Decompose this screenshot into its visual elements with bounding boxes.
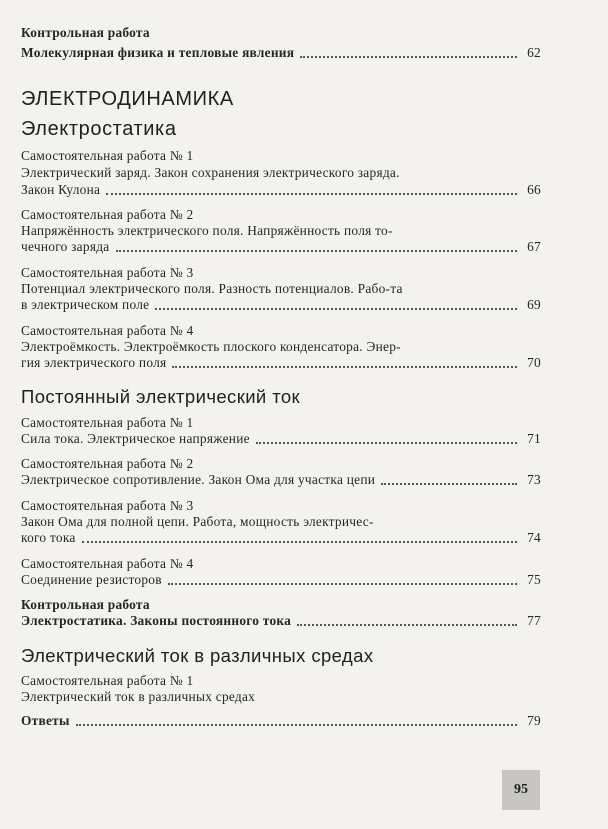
- toc-entry-title: Соединение резисторов: [21, 572, 162, 587]
- toc-entry-answers[interactable]: [21, 713, 541, 729]
- toc-entry-electrostatics-3[interactable]: [21, 297, 541, 313]
- control-work-label: Контрольная работа: [21, 25, 150, 40]
- section-title-electrostatics: Электростатика: [21, 118, 177, 140]
- toc-entry-dc-1[interactable]: [21, 431, 541, 447]
- toc-page-number: 71: [527, 431, 541, 446]
- section-title-media-current: Электрический ток в различных средах: [21, 645, 374, 666]
- toc-entry-dc-4[interactable]: [21, 572, 541, 588]
- toc-entry-title: гия электрического поля: [21, 355, 167, 370]
- toc-entry-title: Сила тока. Электрическое напряжение: [21, 431, 250, 446]
- toc-entry-title: Ответы: [21, 713, 70, 728]
- work-label: Самостоятельная работа № 2: [21, 456, 194, 471]
- toc-entry-electrostatics-1[interactable]: [21, 182, 541, 198]
- work-title-line: Потенциал электрического поля. Разность потенциалов. Рабо-та: [21, 281, 403, 296]
- section-title-dc-current: Постоянный электрический ток: [21, 386, 301, 407]
- dot-leader: [76, 723, 517, 726]
- control-work-label: Контрольная работа: [21, 597, 150, 612]
- work-title-line: Напряжённость электрического поля. Напряжённость поля то-: [21, 223, 393, 238]
- toc-page-number: 74: [527, 530, 541, 545]
- toc-entry-dc-2[interactable]: [21, 472, 541, 488]
- page-number: [502, 770, 540, 810]
- dot-leader: [381, 482, 517, 485]
- work-label: Самостоятельная работа № 1: [21, 148, 194, 163]
- toc-entry-electrostatics-4[interactable]: [21, 355, 541, 371]
- dot-leader: [172, 365, 517, 368]
- dot-leader: [82, 540, 517, 543]
- toc-entry-title: Закон Кулона: [21, 182, 101, 197]
- toc-entry-title: кого тока: [21, 530, 76, 545]
- dot-leader: [116, 249, 518, 252]
- toc-entry-dc-3[interactable]: [21, 530, 541, 546]
- work-label: Самостоятельная работа № 4: [21, 323, 194, 338]
- toc-entry-control-dc[interactable]: [21, 613, 541, 629]
- dot-leader: [106, 192, 517, 195]
- toc-page-number: 79: [527, 713, 541, 728]
- part-title: ЭЛЕКТРОДИНАМИКА: [21, 88, 234, 110]
- toc-entry-title: Электрическое сопротивление. Закон Ома для участка цепи: [21, 472, 376, 487]
- toc-page-number: 73: [527, 472, 541, 487]
- page-number-text: 95: [514, 782, 528, 797]
- dot-leader: [155, 307, 517, 310]
- work-label: Самостоятельная работа № 1: [21, 673, 194, 688]
- work-label: Самостоятельная работа № 3: [21, 498, 194, 513]
- work-title-line: Электроёмкость. Электроёмкость плоского конденсатора. Энер-: [21, 339, 401, 354]
- toc-page-number: 75: [527, 572, 541, 587]
- toc-entry-electrostatics-2[interactable]: [21, 239, 541, 255]
- toc-page-number: 77: [527, 613, 541, 628]
- work-label: Самостоятельная работа № 3: [21, 265, 194, 280]
- dot-leader: [297, 623, 517, 626]
- work-label: Самостоятельная работа № 2: [21, 207, 194, 222]
- work-label: Самостоятельная работа № 4: [21, 556, 194, 571]
- toc-entry-media-1[interactable]: Электрический ток в различных средах: [21, 689, 256, 704]
- work-title-line: Закон Ома для полной цепи. Работа, мощность электричес-: [21, 514, 374, 529]
- toc-entry-title: Электростатика. Законы постоянного тока: [21, 613, 292, 628]
- work-label: Самостоятельная работа № 1: [21, 415, 194, 430]
- toc-page-number: 67: [527, 239, 541, 254]
- toc-entry-control-molecular[interactable]: [21, 45, 541, 61]
- dot-leader: [256, 441, 517, 444]
- toc-page-number: 62: [527, 45, 541, 60]
- dot-leader: [168, 582, 517, 585]
- toc-entry-title: в электрическом поле: [21, 297, 150, 312]
- toc-entry-title: чечного заряда: [21, 239, 110, 254]
- toc-page-number: 69: [527, 297, 541, 312]
- toc-entry-title: Молекулярная физика и тепловые явления: [21, 45, 295, 60]
- toc-page-number: 66: [527, 182, 541, 197]
- dot-leader: [300, 55, 517, 58]
- toc-page-number: 70: [527, 355, 541, 370]
- work-title-line: Электрический заряд. Закон сохранения электрического заряда.: [21, 165, 400, 180]
